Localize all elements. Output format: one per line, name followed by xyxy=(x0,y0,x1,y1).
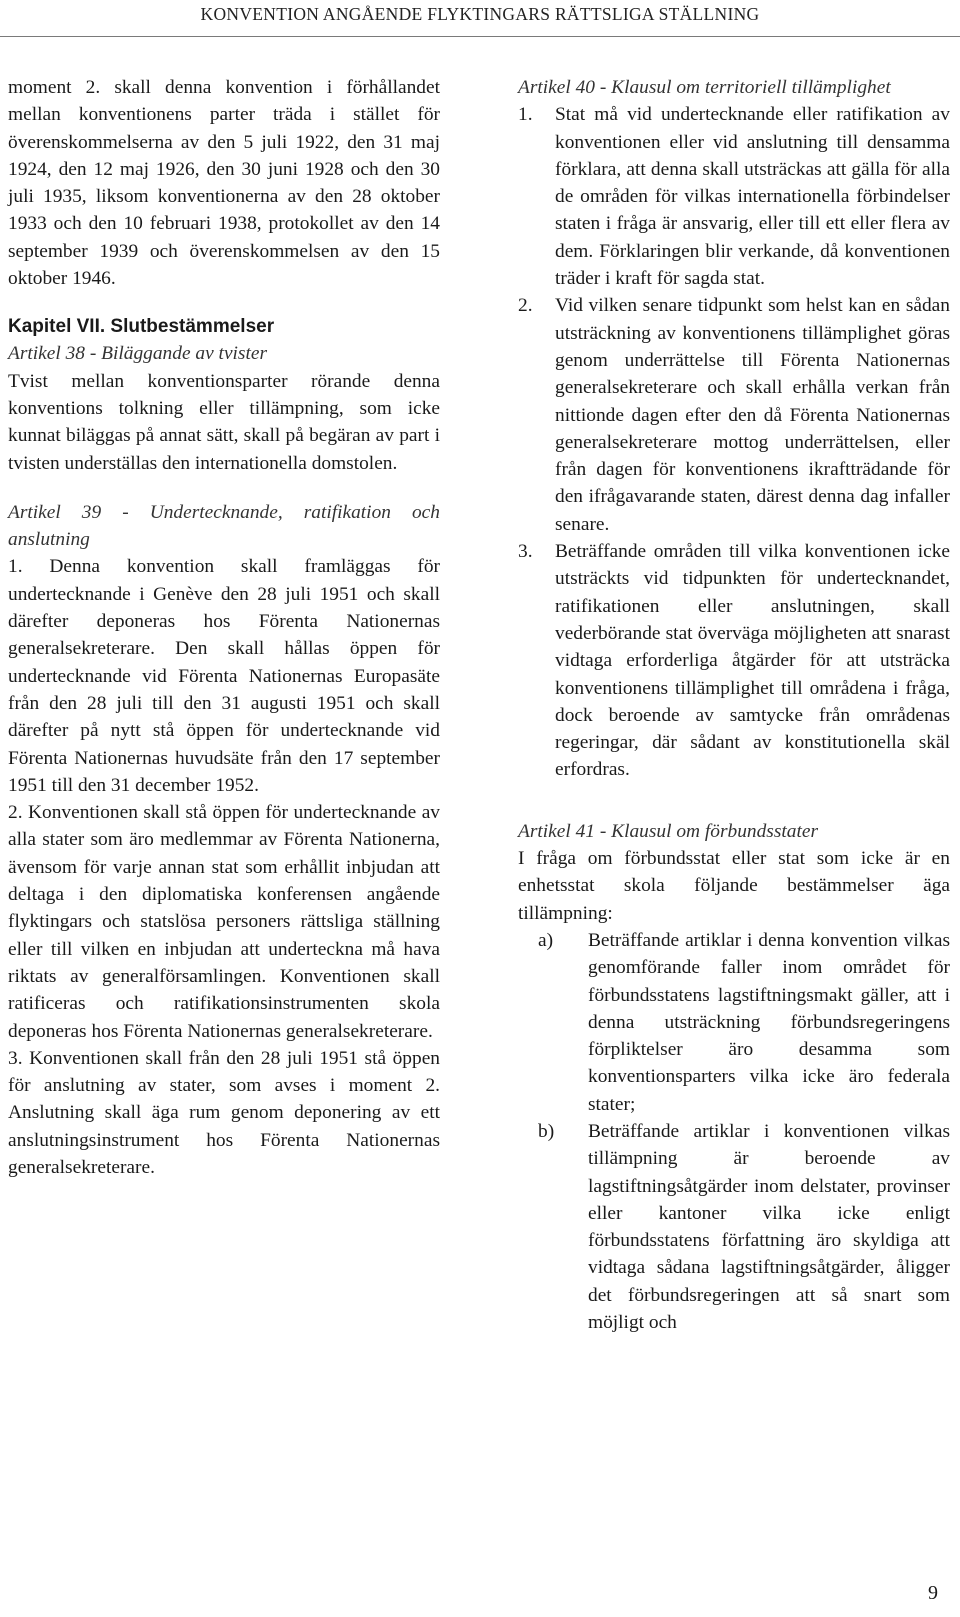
running-header: KONVENTION ANGÅENDE FLYKTINGARS RÄTTSLIGA STÄLLNING xyxy=(200,4,760,24)
article-39-item xyxy=(8,1045,440,1181)
article-40-item xyxy=(518,101,950,292)
article-41-item xyxy=(518,927,950,1118)
item-text: Vid vilken senare tidpunkt som helst kan en sådan utsträckning av konventionens tillämplighet göras genom underrättelse till Förenta Nationernas generalsekreterare och skall erhålla verkan från nittionde dagen efter den då Förenta Nationernas generalsekreterare mottog underrättelsen, eller från dagen för konventionens ikraftträdande för den ifrågavarande staten, därest denna dag infaller senare. xyxy=(555,295,950,535)
article-38-heading: Artikel 38 - Biläggande av tvister xyxy=(8,343,268,365)
item-letter: a) xyxy=(538,929,554,951)
item-number: 3. xyxy=(8,1047,30,1069)
article-40-heading: Artikel 40 - Klausul om territoriell tillämplighet xyxy=(518,77,891,98)
left-column xyxy=(8,74,440,1181)
item-text: Beträffande artiklar i konventionen vilkas tillämpning är beroende av lagstiftningsåtgärder inom delstater, provinser eller kantoner vilka icke enligt förbundsstatens författning äro skyldiga att vidtaga sådana lagstiftningsåtgärder, åligger det förbundsregeringen att så snart som möjligt och xyxy=(588,1120,950,1334)
article-39-item xyxy=(8,553,440,799)
item-letter: b) xyxy=(538,1120,555,1142)
article-41-heading: Artikel 41 - Klausul om förbundsstater xyxy=(518,820,819,842)
item-text: Beträffande områden till vilka konventionen icke utsträckts vid tidpunkten för undertecknandet, ratifikationen eller anslutningen, skall vederbörande stat överväga möjligheten att snarast vidtaga erforderliga åtgärder för att utsträcka konventionens tillämplighet till områdena i fråga, dock beroende av samtycke från områdenas regeringar, där sådant av konstitutionella skäl erfordras. xyxy=(555,541,950,781)
item-number: 3. xyxy=(518,541,533,563)
continuation-paragraph: moment 2. skall denna konvention i förhållandet mellan konventionens parter träda i stället för överenskommelserna av den 5 juli 1922, den 31 maj 1924, den 12 maj 1926, den 30 juni 1928 och den 30 juli 1935, liksom konventionerna av den 28 oktober 1933 och den 10 februari 1938, protokollet av den 14 september 1939 och överenskommelsen av den 15 oktober 1946. xyxy=(8,77,440,290)
article-41-item xyxy=(518,1118,950,1336)
item-text: Konventionen skall från den 28 juli 1951 stå öppen för anslutning av stater, som avses i moment 2. Anslutning skall äga rum genom deponering av ett anslutningsinstrument hos Förenta Nationernas generalsekreterare. xyxy=(8,1047,440,1178)
item-number: 2. xyxy=(8,802,29,824)
chapter-heading: Kapitel VII. Slutbestämmelser xyxy=(8,316,275,338)
right-column xyxy=(518,74,950,1336)
article-40-item xyxy=(518,538,950,784)
item-text: Stat må vid undertecknande eller ratifikation av konventionen eller vid anslutning till densamma förklara, att denna skall utsträckas att gälla för alla de områden för vilkas internationella förbindelser staten i fråga är ansvarig, eller till ett eller flera av dem. Förklaringen blir verkande, då konventionen träder i kraft för sagda stat. xyxy=(555,104,950,290)
spacer xyxy=(518,784,950,818)
item-number: 1. xyxy=(518,104,533,126)
article-39-heading: Artikel 39 - Undertecknande, ratifikation och anslutning xyxy=(8,501,440,551)
spacer xyxy=(8,477,440,499)
article-41-intro: I fråga om förbundsstat eller stat som icke är en enhetsstat skola följande bestämmelser äga tillämpning: xyxy=(518,848,950,924)
page-number: 9 xyxy=(928,1582,938,1604)
article-40-item xyxy=(518,292,950,538)
item-text: Beträffande artiklar i denna konvention vilkas genomförande faller inom området för förbundsstatens lagstiftningsmakt gäller, att i denna utsträckning förbundsregeringens förpliktelser äro desamma som konventionsparters vilka icke äro federala stater; xyxy=(588,929,950,1115)
item-text: Denna konvention skall framläggas för undertecknande i Genève den 28 juli 1951 och skall därefter deponeras hos Förenta Nationernas generalsekreterare. Den skall hållas öppen för undertecknande vid Förenta Nationernas Europasäte från den 28 juli till den 31 augusti 1951 och skall därefter på nytt stå öppen för undertecknande vid Förenta Nationernas huvudsäte från den 17 september 1951 till den 31 december 1952. xyxy=(8,556,440,796)
header-rule xyxy=(0,36,960,37)
item-text: Konventionen skall stå öppen för undertecknande av alla stater som äro medlemmar av Förenta Nationerna, ävensom för varje annan stat som erhållit inbjudan att deltaga i den diplomatiska konferensen angående flyktingars och statslösa personers rättsliga ställning eller till vilken en inbjudan att underteckna må hava riktats av generalförsamlingen. Konventionen skall ratificeras och ratifikationsinstrumenten skola deponeras hos Förenta Nationernas generalsekreterare. xyxy=(8,802,440,1042)
item-number: 2. xyxy=(518,295,533,317)
item-number: 1. xyxy=(8,556,50,578)
article-38-body: Tvist mellan konventionsparter rörande denna konventions tolkning eller tillämpning, som icke kunnat biläggas på annat sätt, skall på begäran av part i tvisten underställas den internationella domstolen. xyxy=(8,370,440,474)
article-39-item xyxy=(8,799,440,1045)
